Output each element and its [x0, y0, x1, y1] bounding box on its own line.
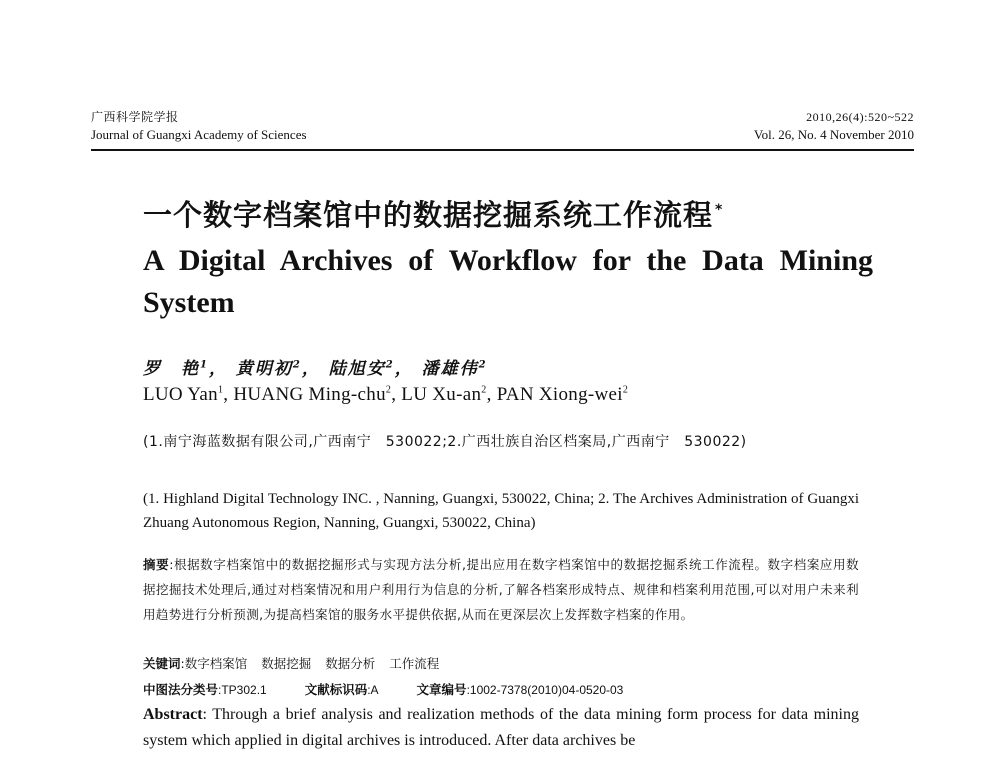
keyword: 数据挖掘: [261, 656, 312, 671]
title-en: A Digital Archives of Workflow for the Data Mining System: [143, 244, 873, 319]
author-affiliation-mark: 2: [481, 384, 487, 396]
abstract-cn-label: 摘要: [143, 557, 170, 572]
abstract-en: [143, 702, 859, 754]
author-separator: ,: [486, 384, 497, 405]
affiliations-cn: (1.南宁海蓝数据有限公司,广西南宁 530022;2.广西壮族自治区档案局,广西南宁 530022): [143, 434, 747, 450]
author-affiliation-mark: 2: [385, 359, 395, 371]
author-affiliation-mark: 2: [478, 359, 488, 371]
doc-code-value: :A: [367, 683, 379, 697]
author-separator: ，: [394, 359, 414, 379]
doc-code-label: 文献标识码: [304, 682, 368, 697]
author-en: HUANG Ming-chu: [233, 384, 386, 405]
classification-line: [143, 680, 657, 698]
abstract-cn: [143, 552, 859, 627]
keywords-label: 关键词: [143, 656, 181, 671]
keyword: 数字档案馆: [184, 656, 248, 671]
keyword: 工作流程: [389, 656, 440, 671]
keyword: 数据分析: [325, 656, 376, 671]
author-cn: 罗 艳: [143, 359, 200, 379]
author-en: PAN Xiong-wei: [496, 384, 623, 405]
document-code: [305, 682, 379, 697]
author-affiliation-mark: 1: [200, 359, 209, 371]
author-affiliation-mark: 2: [292, 359, 302, 371]
journal-name-en: Journal of Guangxi Academy of Sciences: [91, 127, 307, 142]
article-number-value: :1002-7378(2010)04-0520-03: [466, 683, 624, 697]
citation-en: Vol. 26, No. 4 November 2010: [753, 127, 914, 142]
authors-cn: [143, 354, 488, 379]
clc-number: [143, 682, 267, 697]
clc-label: 中图法分类号: [143, 682, 219, 697]
title-footnote-mark: *: [715, 202, 724, 219]
abstract-cn-text: :根据数字档案馆中的数据挖掘形式与实现方法分析,提出应用在数字档案馆中的数据挖掘系统工作流程。数字档案应用数据挖掘技术处理后,通过对档案情况和用户利用行为信息的分析,了解各档案形成特点、规律和档案利用范围,可以对用户未来利用趋势进行分析预测,为提高档案馆的服务水平提供依据,从而在更深层次上发挥数字档案的作用。: [143, 557, 859, 622]
author-affiliation-mark: 1: [217, 384, 224, 396]
header-rule: [91, 149, 914, 151]
author-affiliation-mark: 2: [385, 384, 392, 396]
title-cn: [143, 193, 723, 234]
author-cn: 潘雄伟: [421, 359, 479, 379]
citation-info: [754, 108, 914, 144]
journal-name-cn: 广西科学院学报: [91, 110, 179, 124]
author-separator: ，: [301, 359, 321, 379]
author-separator: ，: [208, 359, 228, 379]
abstract-en-label: Abstract: [143, 706, 203, 723]
author-cn: 黄明初: [235, 359, 293, 379]
journal-name: [91, 108, 307, 144]
article-number-label: 文章编号: [416, 682, 467, 697]
author-separator: ,: [391, 384, 402, 405]
keywords: 关键词:数字档案馆 数据挖掘 数据分析 工作流程: [143, 656, 440, 671]
author-en: LUO Yan: [143, 384, 218, 405]
clc-value: :TP302.1: [218, 683, 267, 697]
article-number: [417, 682, 624, 697]
author-separator: ,: [223, 384, 234, 405]
author-affiliation-mark: 2: [622, 384, 629, 396]
citation-cn: 2010,26(4):520~522: [806, 110, 914, 124]
affiliations-en: (1. Highland Digital Technology INC. , Nanning, Guangxi, 530022, China; 2. The Archives Administration of Guangxi Zhuang Autonomous Region, Nanning, Guangxi, 530022, China): [143, 491, 859, 531]
author-en: LU Xu-an: [401, 384, 482, 405]
author-cn: 陆旭安: [328, 359, 386, 379]
title-cn-text: 一个数字档案馆中的数据挖掘系统工作流程: [143, 198, 714, 232]
authors-en: [143, 384, 628, 406]
abstract-en-text: : Through a brief analysis and realization methods of the data mining form process for data mining system which applied in digital archives is introduced. After data archives be: [143, 706, 859, 749]
